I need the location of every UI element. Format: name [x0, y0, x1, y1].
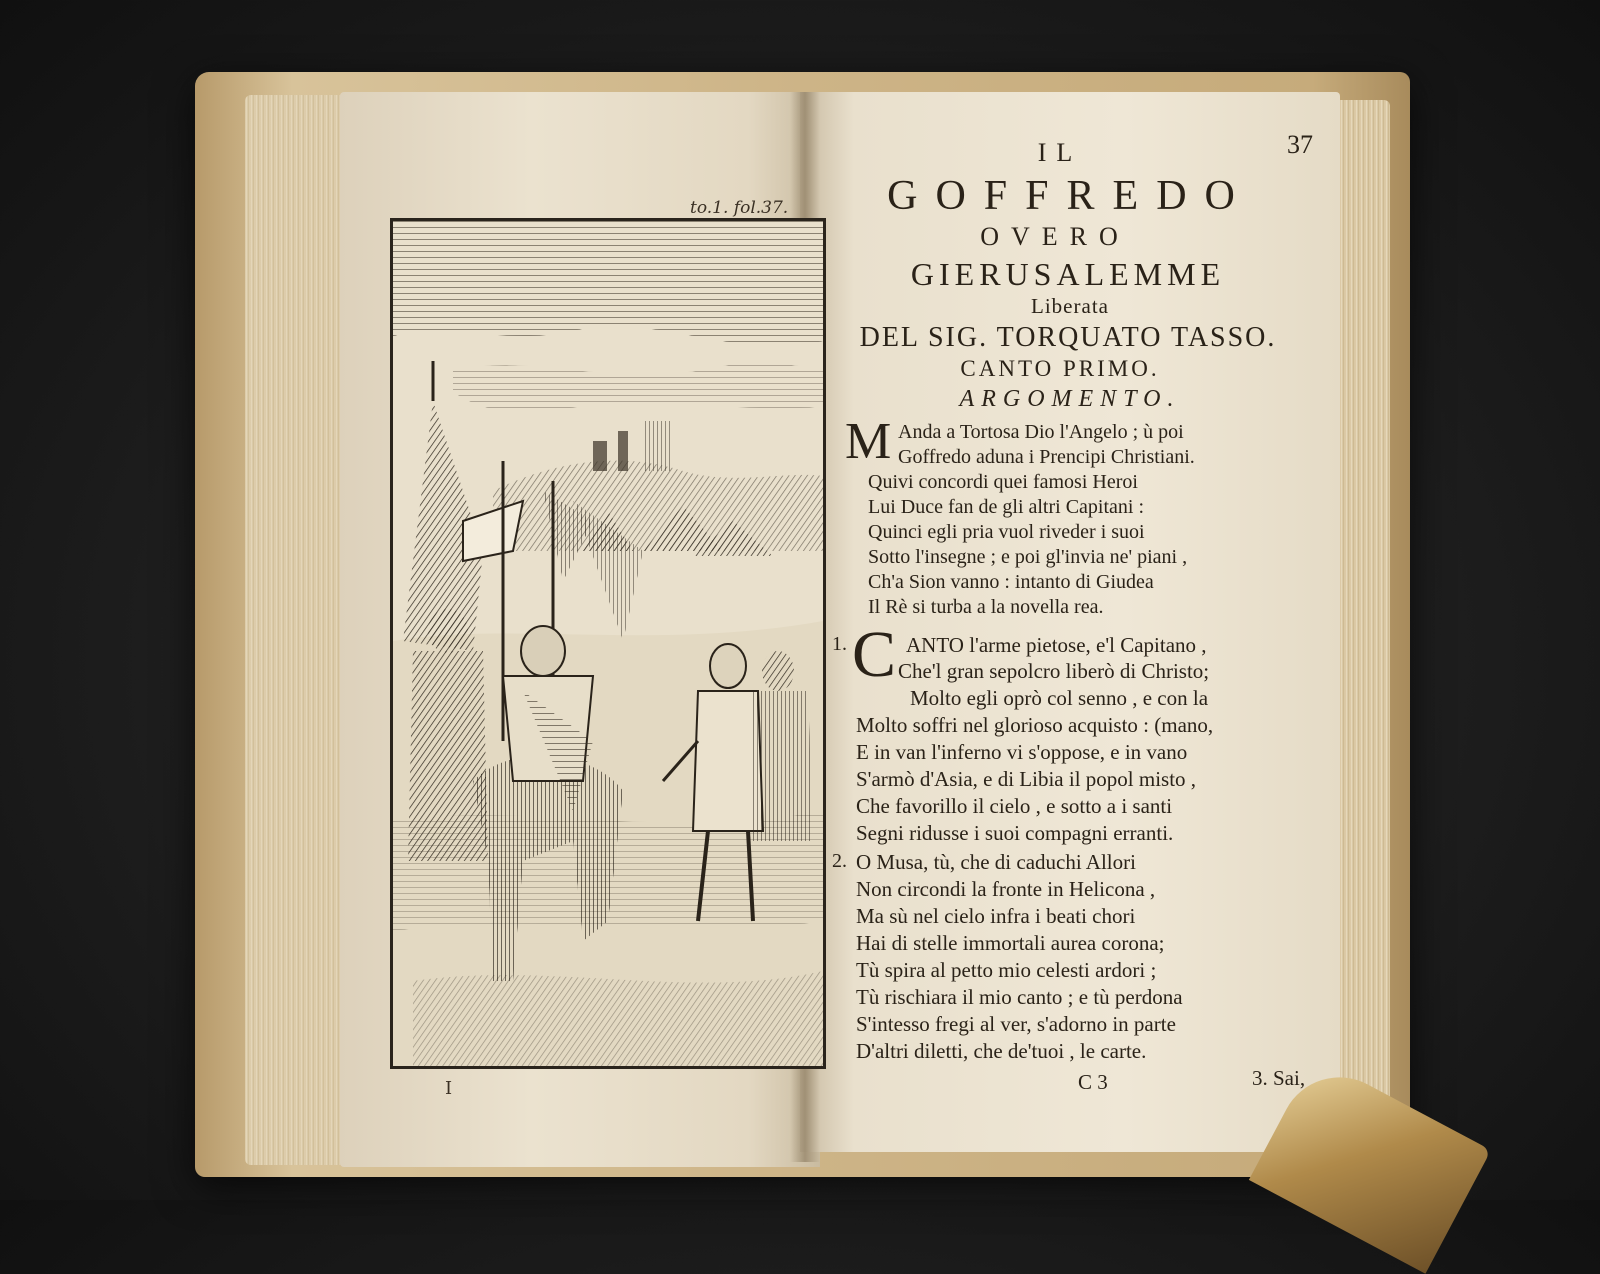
- stanza-1-line-6: S'armò d'Asia, e di Libia il popol misto ,: [856, 767, 1197, 791]
- stanza-2-number: 2.: [832, 850, 847, 872]
- stanza-1-line-8: Segni ridusse i suoi compagni erranti.: [856, 821, 1174, 845]
- argomento-line-8: Il Rè si turba a la novella rea.: [868, 596, 1104, 618]
- catchword: 3. Sai,: [1252, 1066, 1306, 1090]
- stanza-1-dropcap: C: [852, 618, 897, 691]
- engraving-illustration: [390, 218, 826, 1069]
- stanza-1-line-2: Che'l gran sepolcro liberò di Christo;: [898, 659, 1210, 683]
- argomento-line-1: Anda a Tortosa Dio l'Angelo ; ù poi: [898, 421, 1184, 443]
- stanza-2-line-4: Hai di stelle immortali aurea corona;: [856, 931, 1165, 955]
- argomento-line-3: Quivi concordi quei famosi Heroi: [868, 471, 1138, 493]
- title-goffredo: GOFFREDO: [887, 173, 1253, 219]
- argomento-line-7: Ch'a Sion vanno : intanto di Giudea: [868, 571, 1154, 593]
- stanza-1-line-7: Che favorillo il cielo , e sotto a i santi: [856, 794, 1173, 818]
- argomento-line-4: Lui Duce fan de gli altri Capitani :: [868, 496, 1145, 518]
- stanza-2-line-2: Non circondi la fronte in Helicona ,: [856, 877, 1156, 901]
- canto-line: CANTO PRIMO.: [960, 356, 1160, 381]
- engraving-scene: [393, 221, 823, 1066]
- argomento-line-5: Quinci egli pria vuol riveder i suoi: [868, 521, 1145, 543]
- stanza-2-line-5: Tù spira al petto mio celesti ardori ;: [856, 958, 1157, 982]
- stanza-2-line-7: S'intesso fregi al ver, s'adorno in parte: [856, 1012, 1176, 1036]
- author-line: DEL SIG. TORQUATO TASSO.: [859, 322, 1277, 353]
- subtitle-overo: OVERO: [980, 222, 1130, 251]
- stanza-1-number: 1.: [832, 633, 847, 655]
- plate-signature: I: [445, 1078, 453, 1099]
- argomento-line-6: Sotto l'insegne ; e poi gl'invia ne' piani ,: [868, 546, 1188, 568]
- stanza-1-line-3: Molto egli oprò col senno , e con la: [910, 686, 1209, 710]
- subtitle-gierusalemme: GIERUSALEMME: [910, 256, 1226, 292]
- page-signature: C 3: [1078, 1070, 1108, 1094]
- stanza-2-line-1: O Musa, tù, che di caduchi Allori: [856, 850, 1136, 874]
- argomento-heading: ARGOMENTO.: [959, 386, 1181, 412]
- stanza-1-line-5: E in van l'inferno vi s'oppose, e in vano: [856, 740, 1188, 764]
- page-number: 37: [1287, 130, 1313, 159]
- stanza-1-line-4: Molto soffri nel glorioso acquisto : (mano,: [856, 713, 1214, 737]
- stanza-2-line-8: D'altri diletti, che de'tuoi , le carte.: [856, 1039, 1147, 1063]
- heading-il: IL: [1037, 138, 1083, 167]
- stanza-2-line-3: Ma sù nel cielo infra i beati chori: [856, 904, 1136, 928]
- subtitle-liberata: Liberata: [1031, 294, 1109, 318]
- stanza-1-line-1: ANTO l'arme pietose, e'l Capitano ,: [906, 633, 1207, 657]
- plate-reference: to.1. fol.37.: [690, 198, 789, 218]
- argomento-line-2: Goffredo aduna i Prencipi Christiani.: [898, 446, 1195, 468]
- argomento-dropcap: M: [845, 413, 892, 470]
- stanza-2-line-6: Tù rischiara il mio canto ; e tù perdona: [856, 985, 1183, 1009]
